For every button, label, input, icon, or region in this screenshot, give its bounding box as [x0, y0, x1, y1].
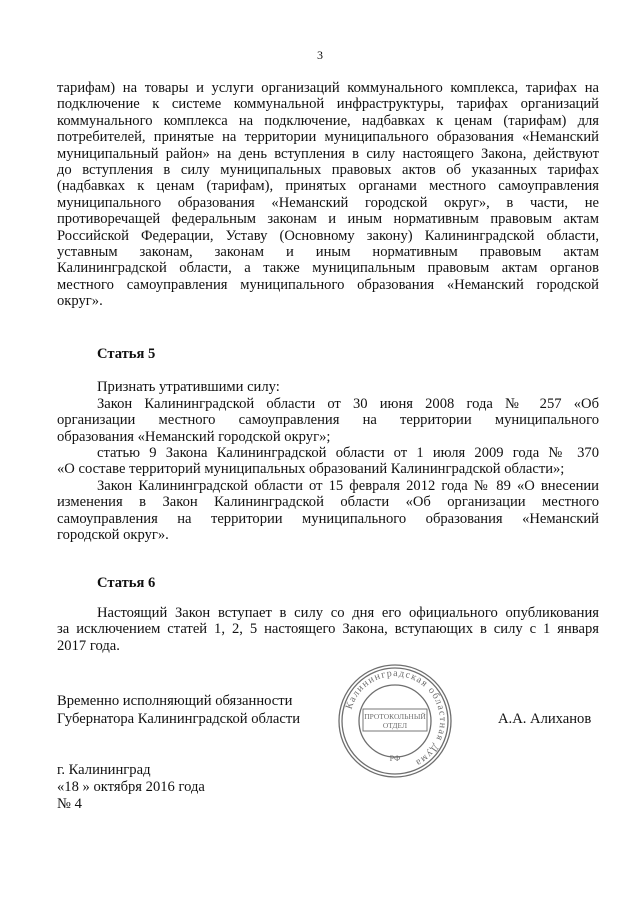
item-line: Закон Калининградской области от 15 февраля 2012 года № 89 «О внесении: [97, 478, 599, 494]
seal-bottom-text: РФ: [389, 754, 401, 763]
intro-line: местного самоуправления муниципального образования «Неманский городской: [57, 276, 599, 293]
body-line: за исключением статей 1, 2, 5 настоящего Закона, вступающих в силу с 1 января: [57, 621, 599, 638]
item-line: изменения в Закон Калининградской области «Об организации местного: [57, 494, 599, 511]
intro-line: подключение к системе коммунальной инфраструктуры, тарифах организаций: [57, 96, 599, 113]
document-number: № 4: [57, 796, 82, 812]
official-seal-icon: [335, 661, 455, 781]
signer-title-line-1: Временно исполняющий обязанности: [57, 693, 293, 709]
body-line: 2017 года.: [57, 637, 120, 654]
article-5-lead: Признать утратившими силу:: [97, 379, 280, 395]
intro-line: противоречащей федеральным законам и иным нормативным правовым актам: [57, 211, 599, 228]
article-5-item-3: [57, 478, 599, 544]
intro-paragraph: [57, 80, 599, 310]
item-line: «О составе территорий муниципальных образований Калининградской области»;: [57, 461, 565, 478]
intro-line: (надбавках к ценам (тарифам), принятых органами местного самоуправления: [57, 178, 599, 195]
article-6-body: [57, 605, 599, 654]
item-line: городской округ».: [57, 527, 169, 544]
article-5-heading: Статья 5: [97, 346, 156, 362]
intro-line: округ».: [57, 293, 103, 310]
seal-center-line-2: ОТДЕЛ: [382, 721, 408, 730]
article-6-heading: Статья 6: [97, 575, 156, 591]
date: «18 » октября 2016 года: [57, 779, 205, 795]
seal-ring-text: Калининградская областная Дума: [343, 667, 449, 769]
signer-name: А.А. Алиханов: [498, 711, 592, 727]
intro-line: Российской Федерации, Уставу (Основному закону) Калининградской области,: [57, 227, 599, 244]
item-line: самоуправления на территории муниципального образования «Неманский: [57, 510, 599, 527]
intro-line: коммунального комплекса на подключение, надбавках к ценам (тарифам) для: [57, 112, 599, 129]
item-line: статью 9 Закона Калининградской области от 1 июля 2009 года № 370: [97, 445, 599, 461]
seal-center-line-1: ПРОТОКОЛЬНЫЙ: [364, 712, 426, 721]
intro-line: Калининградской области, а также муниципальным правовым актам органов: [57, 260, 599, 277]
item-line: образования «Неманский городской округ»;: [57, 428, 331, 445]
signer-title-line-2: Губернатора Калининградской области: [57, 711, 301, 727]
body-line: Настоящий Закон вступает в силу со дня его официального опубликования: [97, 605, 599, 621]
intro-line: муниципального образования «Неманский городской округ», в части, не: [57, 194, 599, 211]
intro-line: потребителей, принятые на территории муниципального образования «Неманский: [57, 129, 599, 146]
intro-line: уставным законам, законам и иным нормативным правовым актам: [57, 244, 599, 261]
intro-line: тарифам) на товары и услуги организаций коммунального комплекса, тарифах на: [57, 80, 599, 96]
intro-line: до вступления в силу муниципальных правовых актов об указанных тарифах: [57, 162, 599, 179]
item-line: Закон Калининградской области от 30 июня 2008 года № 257 «Об: [97, 396, 599, 412]
city: г. Калининград: [57, 762, 151, 778]
page-number: 3: [317, 48, 323, 62]
intro-line: муниципальный район» на день вступления в силу настоящего Закона, действуют: [57, 145, 599, 162]
item-line: организации местного самоуправления на территории муниципального: [57, 412, 599, 429]
article-5-item-1: [57, 396, 599, 445]
article-5-item-2: [57, 445, 599, 478]
